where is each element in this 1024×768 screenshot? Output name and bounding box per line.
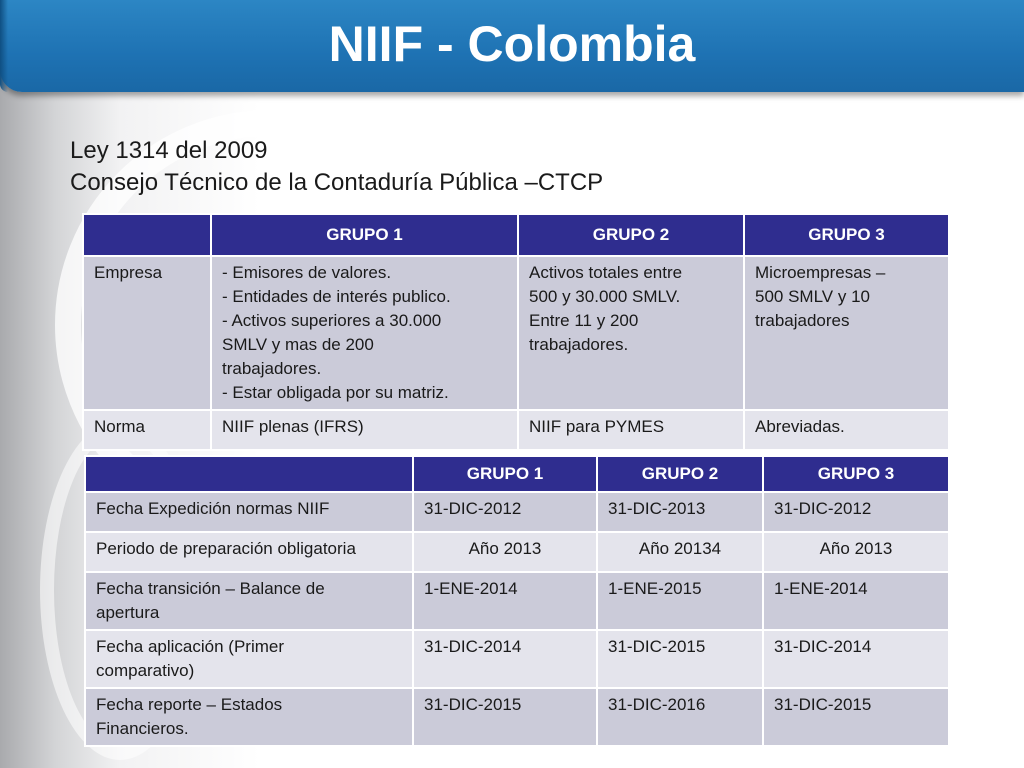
label-line: comparativo) [96, 661, 195, 680]
row-label [85, 630, 413, 688]
label-line: Fecha reporte – Estados [96, 695, 283, 714]
label-line: Fecha transición – Balance de [96, 579, 325, 598]
subtitle-council: Consejo Técnico de la Contaduría Pública –CTCP [70, 169, 604, 196]
cell-line: trabajadores. [222, 359, 322, 378]
cell-line: - Entidades de interés publico. [222, 287, 451, 306]
header-empty [83, 214, 211, 256]
cell-grupo-2 [518, 256, 744, 410]
cell-grupo-3: 31-DIC-2012 [763, 492, 949, 532]
cell-grupo-1: 1-ENE-2014 [413, 572, 597, 630]
slide-subtitle [70, 135, 603, 199]
cell-line: - Emisores de valores. [222, 263, 392, 282]
cell-grupo-2: NIIF para PYMES [518, 410, 744, 450]
label-line: Financieros. [96, 719, 189, 738]
cell-line: 500 y 30.000 SMLV. [529, 287, 681, 306]
subtitle-law: Ley 1314 del 2009 [70, 137, 268, 164]
cell-grupo-1: NIIF plenas (IFRS) [211, 410, 518, 450]
header-grupo-3: GRUPO 3 [763, 456, 949, 492]
cell-grupo-1: 31-DIC-2014 [413, 630, 597, 688]
cell-line: trabajadores [755, 311, 850, 330]
row-label [85, 688, 413, 746]
cell-grupo-2: 31-DIC-2013 [597, 492, 763, 532]
dates-table-header [85, 456, 949, 492]
label-line: apertura [96, 603, 160, 622]
row-label: Empresa [83, 256, 211, 410]
cell-line: Microempresas – [755, 263, 886, 282]
cell-grupo-3: 1-ENE-2014 [763, 572, 949, 630]
cell-line: SMLV y mas de 200 [222, 335, 374, 354]
slide-title: NIIF - Colombia [328, 16, 696, 72]
cell-line: - Estar obligada por su matriz. [222, 383, 449, 402]
cell-grupo-3: 31-DIC-2015 [763, 688, 949, 746]
header-grupo-1: GRUPO 1 [413, 456, 597, 492]
groups-table-header [83, 214, 949, 256]
cell-grupo-3: Abreviadas. [744, 410, 949, 450]
cell-grupo-2: Año 20134 [597, 532, 763, 572]
groups-table [82, 213, 950, 451]
header-grupo-3: GRUPO 3 [744, 214, 949, 256]
row-label: Periodo de preparación obligatoria [85, 532, 413, 572]
header-grupo-2: GRUPO 2 [518, 214, 744, 256]
table-row-norma [83, 410, 949, 450]
title-bar [0, 0, 1024, 92]
cell-grupo-2: 1-ENE-2015 [597, 572, 763, 630]
row-label: Norma [83, 410, 211, 450]
cell-grupo-1: Año 2013 [413, 532, 597, 572]
cell-line: Activos totales entre [529, 263, 683, 282]
cell-grupo-1: 31-DIC-2015 [413, 688, 597, 746]
row-label [85, 572, 413, 630]
cell-line: - Activos superiores a 30.000 [222, 311, 442, 330]
cell-grupo-3 [744, 256, 949, 410]
cell-grupo-3: Año 2013 [763, 532, 949, 572]
table-row-expedicion [85, 492, 949, 532]
cell-grupo-2: 31-DIC-2015 [597, 630, 763, 688]
label-line: Fecha aplicación (Primer [96, 637, 285, 656]
dates-table [84, 455, 950, 747]
row-label: Fecha Expedición normas NIIF [85, 492, 413, 532]
cell-grupo-1: 31-DIC-2012 [413, 492, 597, 532]
table-row-empresa [83, 256, 949, 410]
table-row-aplicacion [85, 630, 949, 688]
header-grupo-1: GRUPO 1 [211, 214, 518, 256]
cell-grupo-2: 31-DIC-2016 [597, 688, 763, 746]
table-row-transicion [85, 572, 949, 630]
header-empty [85, 456, 413, 492]
cell-grupo-3: 31-DIC-2014 [763, 630, 949, 688]
cell-line: 500 SMLV y 10 [755, 287, 870, 306]
cell-line: trabajadores. [529, 335, 629, 354]
table-row-periodo [85, 532, 949, 572]
cell-line: Entre 11 y 200 [529, 311, 639, 330]
table-row-reporte [85, 688, 949, 746]
cell-grupo-1 [211, 256, 518, 410]
header-grupo-2: GRUPO 2 [597, 456, 763, 492]
